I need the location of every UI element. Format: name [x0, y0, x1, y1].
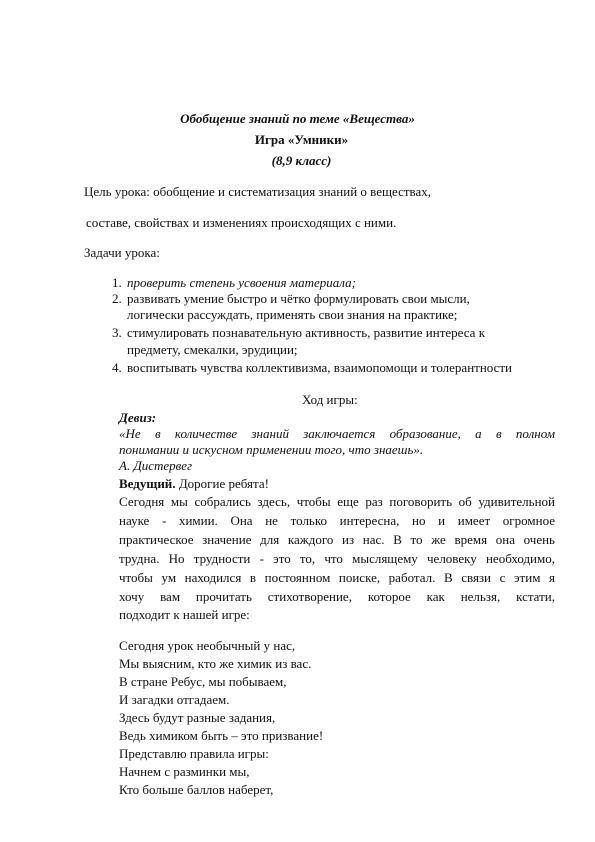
poem-line: Начнем с разминки мы,	[119, 764, 250, 779]
task-text-continuation: предмету, смекалки, эрудиции;	[127, 342, 298, 357]
intro-paragraph-line: хочу вам прочитать стихотворение, которое как нельзя, кстати,	[119, 589, 555, 604]
lesson-goal-line2: составе, свойствах и изменениях происходящих с ними.	[86, 215, 397, 230]
poem-line: Здесь будут разные задания,	[119, 710, 276, 725]
poem-line: Представлю правила игры:	[119, 746, 269, 761]
task-text: развивать умение быстро и чётко формулировать свои мысли,	[127, 291, 470, 306]
host-text: Дорогие ребята!	[175, 476, 269, 491]
motto-quote-line1: «Не в количестве знаний заключается образование, а в полном	[119, 426, 555, 441]
host-label: Ведущий.	[119, 476, 176, 491]
motto-author: А. Дистервег	[119, 458, 193, 473]
task-item	[112, 360, 512, 376]
intro-paragraph-line: Сегодня мы собрались здесь, чтобы еще раз поговорить об удивительной	[119, 494, 555, 509]
motto-label: Девиз:	[119, 410, 157, 425]
poem-line: Ведь химиком быть – это призвание!	[119, 728, 324, 743]
intro-paragraph-line: подходит к нашей игре:	[119, 607, 250, 622]
tasks-heading: Задачи урока:	[84, 245, 160, 260]
intro-paragraph-line: науке - химии. Она не только интересна, но и имеет огромное	[119, 513, 555, 528]
poem-line: И загадки отгадаем.	[119, 692, 230, 707]
motto-quote-line2: понимании и искусном применении того, что знаешь».	[119, 442, 424, 457]
task-text: стимулировать познавательную активность, развитие интереса к	[127, 325, 486, 340]
task-text: воспитывать чувства коллективизма, взаимопомощи и толерантности	[127, 360, 513, 375]
poem-line: Кто больше баллов наберет,	[119, 782, 274, 797]
task-text: проверить степень усвоения материала;	[127, 275, 356, 290]
poem-line: Сегодня урок необычный у нас,	[119, 638, 296, 653]
game-course-heading: Ход игры:	[302, 392, 358, 407]
task-number: 2.	[112, 291, 122, 306]
task-item	[112, 291, 470, 307]
intro-paragraph-line: практическое значение для каждого из нас. В то же время она очень	[119, 532, 555, 547]
poem-line: В стране Ребус, мы побываем,	[119, 674, 287, 689]
task-item	[112, 325, 485, 341]
task-number: 4.	[112, 360, 122, 375]
poem-line: Мы выясним, кто же химик из вас.	[119, 656, 312, 671]
game-title: Игра «Умники»	[254, 132, 349, 147]
document-title: Обобщение знаний по теме «Вещества»	[180, 111, 415, 126]
task-number: 3.	[112, 325, 122, 340]
lesson-goal-line1: Цель урока: обобщение и систематизация знаний о веществах,	[84, 184, 432, 199]
intro-paragraph-line: чтобы ум находился в постоянном поиске, работал. В связи с этим я	[119, 570, 555, 585]
intro-paragraph-line: трудна. Но трудности - это то, что мыслящему человеку необходимо,	[119, 551, 555, 566]
grade-label: (8,9 класс)	[271, 153, 332, 168]
host-greeting	[119, 476, 269, 492]
task-text-continuation: логически рассуждать, применять свои знания на практике;	[127, 307, 458, 322]
task-number: 1.	[112, 275, 122, 290]
task-item	[112, 275, 356, 291]
